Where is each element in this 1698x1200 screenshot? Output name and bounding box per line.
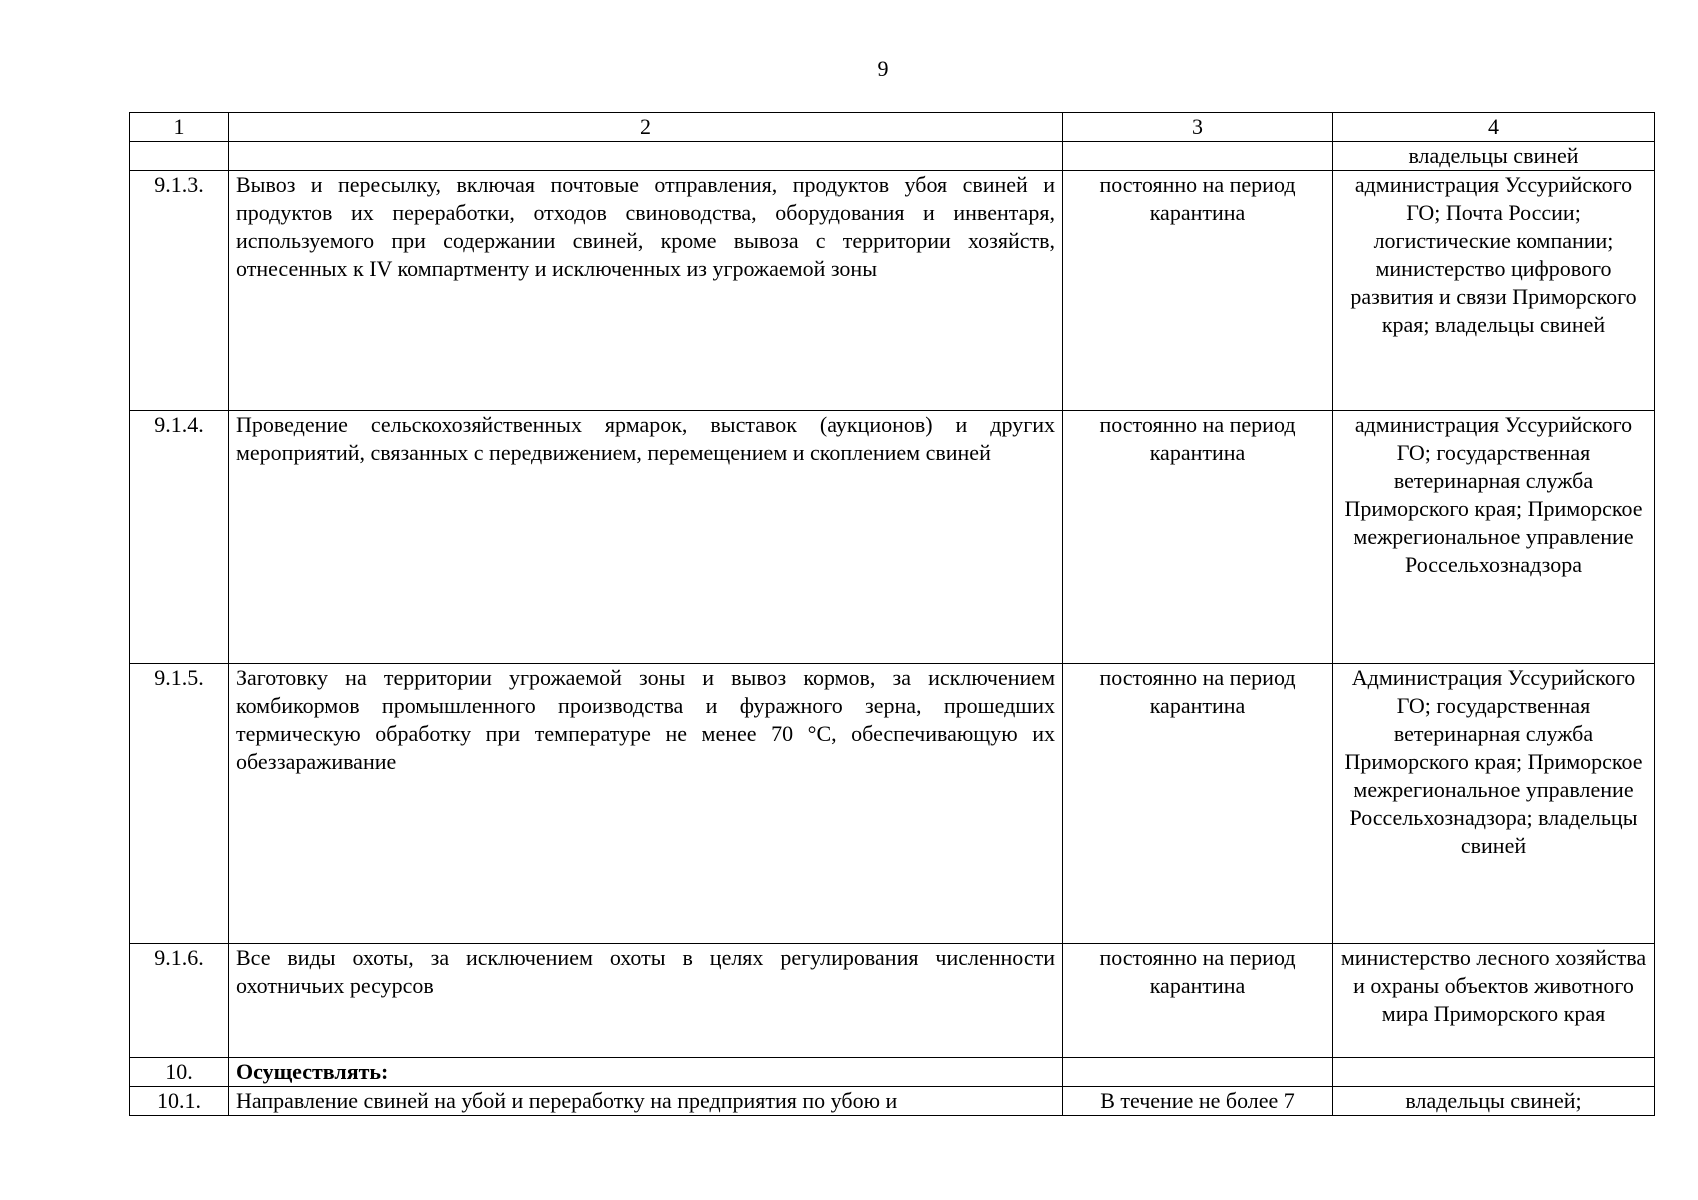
header-cell: 4 bbox=[1333, 113, 1655, 142]
measures-table bbox=[129, 112, 1655, 1116]
row-number: 10. bbox=[130, 1058, 229, 1087]
header-cell: 3 bbox=[1063, 113, 1333, 142]
row-text: Направление свиней на убой и переработку на предприятия по убою и bbox=[229, 1087, 1063, 1116]
header-cell: 1 bbox=[130, 113, 229, 142]
header-cell: 2 bbox=[229, 113, 1063, 142]
table-row bbox=[130, 944, 1655, 1058]
row-text: Все виды охоты, за исключением охоты в целях регулирования численности охотничьих ресурсов bbox=[229, 944, 1063, 1058]
row-term: В течение не более 7 bbox=[1063, 1087, 1333, 1116]
table-row bbox=[130, 1058, 1655, 1087]
row-responsible: администрация Уссурийского ГО; государственная ветеринарная служба Приморского края; Приморское межрегиональное управление Россельхознадзора bbox=[1333, 411, 1655, 664]
page-number: 9 bbox=[877, 56, 889, 81]
row-text: Осуществлять: bbox=[229, 1058, 1063, 1087]
row-number: 10.1. bbox=[130, 1087, 229, 1116]
table-row bbox=[130, 1087, 1655, 1116]
row-term bbox=[1063, 1058, 1333, 1087]
row-text: Проведение сельскохозяйственных ярмарок, выставок (аукционов) и других мероприятий, связанных с передвижением, перемещением и скоплением свиней bbox=[229, 411, 1063, 664]
row-responsible bbox=[1333, 1058, 1655, 1087]
row-text: Заготовку на территории угрожаемой зоны и вывоз кормов, за исключением комбикормов промышленного производства и фуражного зерна, прошедших термическую обработку при температуре не менее 70 °С, обеспечивающую их обеззараживание bbox=[229, 664, 1063, 944]
row-term: постоянно на период карантина bbox=[1063, 944, 1333, 1058]
row-responsible: администрация Уссурийского ГО; Почта России; логистические компании; министерство цифрового развития и связи Приморского края; владельцы свиней bbox=[1333, 171, 1655, 411]
table-row bbox=[130, 411, 1655, 664]
row-responsible: Администрация Уссурийского ГО; государственная ветеринарная служба Приморского края; Приморское межрегиональное управление Россельхознадзора; владельцы свиней bbox=[1333, 664, 1655, 944]
table-row bbox=[130, 171, 1655, 411]
row-number bbox=[130, 142, 229, 171]
row-term: постоянно на период карантина bbox=[1063, 664, 1333, 944]
row-number: 9.1.5. bbox=[130, 664, 229, 944]
row-term: постоянно на период карантина bbox=[1063, 411, 1333, 664]
table-row bbox=[130, 664, 1655, 944]
row-number: 9.1.4. bbox=[130, 411, 229, 664]
row-responsible: владельцы свиней; bbox=[1333, 1087, 1655, 1116]
row-text: Вывоз и пересылку, включая почтовые отправления, продуктов убоя свиней и продуктов их переработки, отходов свиноводства, оборудования и инвентаря, используемого при содержании свиней, кроме вывоза с территории хозяйств, отнесенных к IV компартменту и исключенных из угрожаемой зоны bbox=[229, 171, 1063, 411]
table-row bbox=[130, 142, 1655, 171]
table-header-row bbox=[130, 113, 1655, 142]
row-number: 9.1.3. bbox=[130, 171, 229, 411]
row-text bbox=[229, 142, 1063, 171]
row-term bbox=[1063, 142, 1333, 171]
row-responsible: министерство лесного хозяйства и охраны объектов животного мира Приморского края bbox=[1333, 944, 1655, 1058]
row-number: 9.1.6. bbox=[130, 944, 229, 1058]
row-responsible: владельцы свиней bbox=[1333, 142, 1655, 171]
row-term: постоянно на период карантина bbox=[1063, 171, 1333, 411]
